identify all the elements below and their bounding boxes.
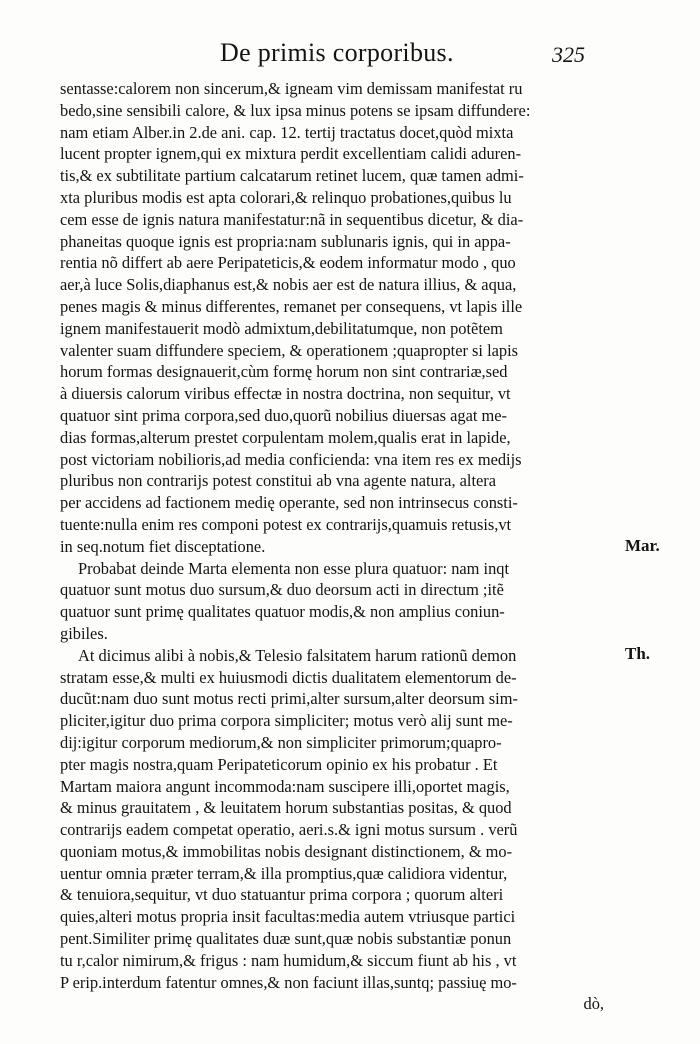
- running-title: De primis corporibus.: [220, 38, 454, 67]
- text-line: bedo,sine sensibili calore, & lux ipsa minus potens se ipsam diffundere:: [60, 100, 531, 120]
- text-line: quies,alteri motus propria insit facultas:media autem vtriusque partici: [60, 907, 516, 927]
- text-line: & tenuiora,sequitur, vt duo statuantur prima corpora ; quorum alteri: [60, 885, 504, 905]
- text-line: xta pluribus modis est apta colorari,& relinquo probationes,quibus lu: [60, 187, 512, 207]
- text-line: tu r,calor nimirum,& frigus : nam humidum,& siccum fiunt ab his , vt: [60, 950, 517, 970]
- paragraph-start-line: Probabat deinde Marta elementa non esse plura quatuor: nam inqt: [78, 558, 510, 578]
- text-line: sentasse:calorem non sincerum,& igneam vim demissam manifestat ru: [60, 79, 523, 98]
- text-line: dias formas,alterum prestet corpulentam molem,qualis erat in lapide,: [60, 427, 511, 447]
- text-line: post victoriam nobilioris,ad media conficienda: vna item res ex medijs: [60, 449, 522, 469]
- text-line: quoniam motus,& immobilitas nobis designant distinctionem, & mo-: [60, 841, 513, 861]
- text-line: horum formas designauerit,cùm formę horum non sint contrariæ,sed: [60, 362, 508, 382]
- marginal-note-mar: Mar.: [625, 536, 660, 555]
- text-line: gibiles.: [60, 623, 108, 643]
- text-line: ignem manifestauerit modò admixtum,debilitatumque, non potẽtem: [60, 318, 503, 338]
- catchword-line: dò,: [583, 994, 604, 1014]
- text-line: pter magis nostra,quam Peripateticorum opinio ex his probatur . Et: [60, 754, 498, 774]
- text-line: per accidens ad factionem medię operante, sed non intrinsecus consti-: [60, 493, 518, 513]
- text-line: à diuersis calorum viribus effectæ in nostra doctrina, non sequitur, vt: [60, 384, 511, 404]
- text-line: uentur omnia præter terram,& illa promptius,quæ calidiora videntur,: [60, 863, 508, 883]
- body-text: [60, 78, 608, 1015]
- text-line: quatuor sint prima corpora,sed duo,quorũ nobilius diuersas agat me-: [60, 405, 507, 425]
- text-line: Martam maiora angunt incommoda:nam suscipere illi,oportet magis,: [60, 776, 510, 796]
- paragraph-start-line: At dicimus alibi à nobis,& Telesio falsitatem harum rationũ demon: [78, 645, 517, 665]
- text-line: penes magis & minus differentes, remanet per consequens, vt lapis ille: [60, 296, 523, 316]
- text-line: contrarijs eadem competat operatio, aeri.s.& igni motus sursum . verũ: [60, 820, 518, 840]
- text-line: P erip.interdum fatentur omnes,& non faciunt illas,suntq; passiuę mo-: [60, 972, 517, 992]
- text-line: pluribus non contrarijs potest constitui ab vna agente natura, altera: [60, 471, 497, 491]
- text-line: pliciter,igitur duo prima corpora simpliciter; motus verò alij sunt me-: [60, 711, 513, 731]
- text-line: rentia nõ differt ab aere Peripateticis,& eodem informatur modo , quo: [60, 253, 516, 273]
- text-line: stratam esse,& multi ex huiusmodi dictis dualitatem elementorum de-: [60, 667, 517, 687]
- text-line: nam etiam Alber.in 2.de ani. cap. 12. tertij tractatus docet,quòd mixta: [60, 122, 514, 142]
- page-number: 325: [552, 42, 585, 67]
- text-line: valenter suam diffundere speciem, & operationem ;quapropter si lapis: [60, 340, 519, 360]
- text-line: aer,à luce Solis,diaphanus est,& nobis aer est de natura illius, & aqua,: [60, 275, 517, 295]
- text-line: quatuor sunt motus duo sursum,& duo deorsum acti in directum ;itẽ: [60, 580, 504, 600]
- text-line: phaneitas quoque ignis est propria:nam sublunaris ignis, qui in appa-: [60, 231, 511, 251]
- text-line: in seq.notum fiet disceptatione.: [60, 536, 266, 556]
- text-line: tuente:nulla enim res componi potest ex contrarijs,quamuis retusis,vt: [60, 514, 512, 534]
- text-line: tis,& ex subtilitate partium calcatarum retinet lucem, quæ tamen admi-: [60, 166, 524, 186]
- text-line: lucent propter ignem,qui ex mixtura perdit excellentiam calidi aduren-: [60, 144, 522, 164]
- text-line: quatuor sunt primę qualitates quatuor modis,& non amplius coniun-: [60, 602, 505, 622]
- text-line: dij:igitur corporum mediorum,& non simpliciter primorum;quapro-: [60, 732, 502, 752]
- text-line: & minus grauitatem , & leuitatem horum substantias positas, & quod: [60, 798, 512, 818]
- marginal-note-th: Th.: [625, 644, 651, 663]
- running-head: [0, 38, 700, 78]
- text-line: pent.Similiter primę qualitates duæ sunt,quæ nobis substantiæ ponun: [60, 929, 512, 949]
- text-line: cem esse de ignis natura manifestatur:nã in sequentibus dicetur, & dia-: [60, 209, 524, 229]
- text-line: ducũt:nam duo sunt motus recti primi,alter sursum,alter deorsum sim-: [60, 689, 518, 709]
